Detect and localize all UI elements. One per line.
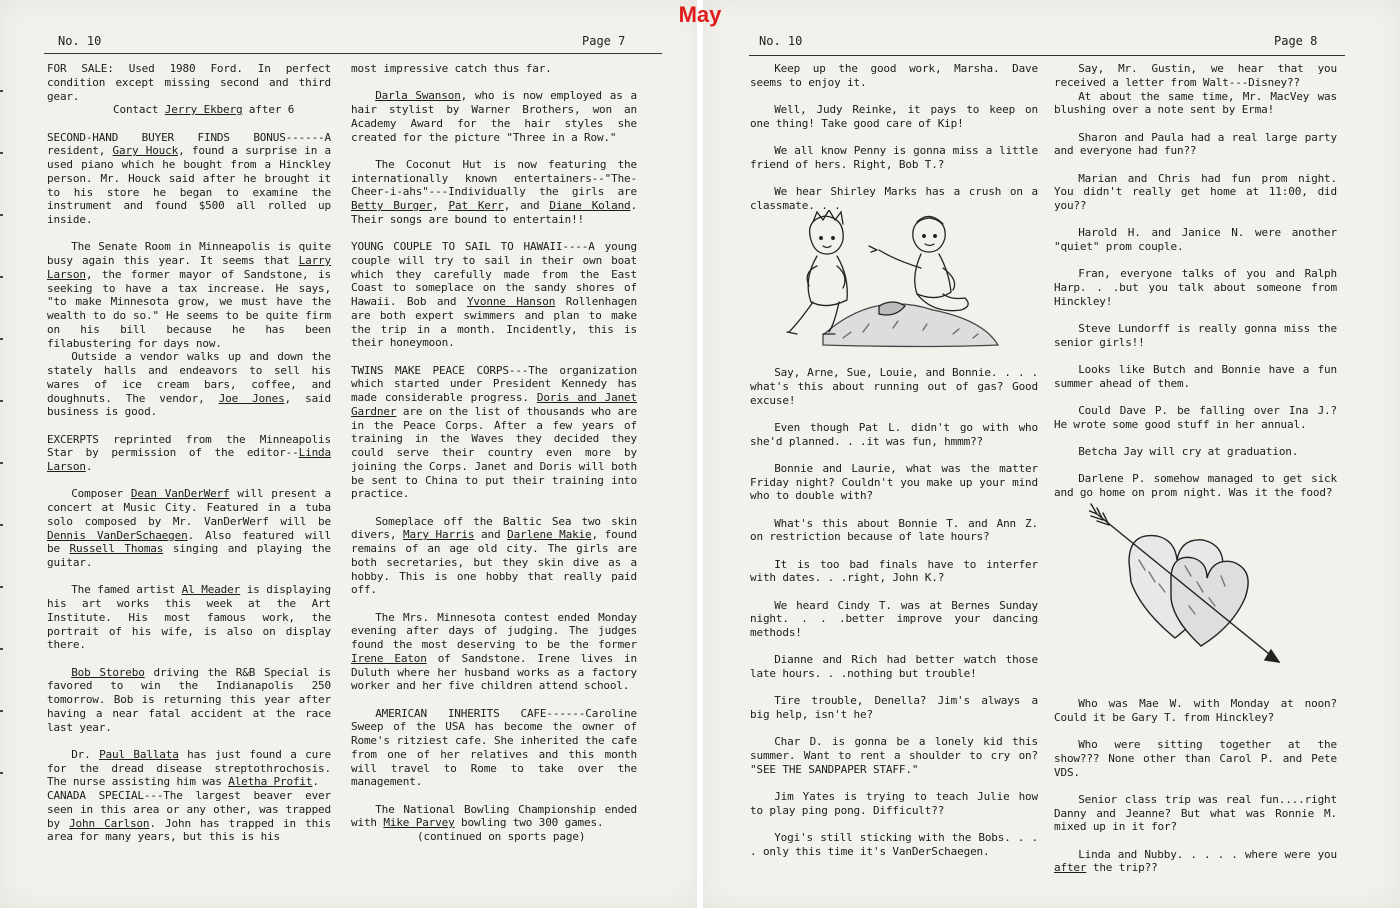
paragraph-text: Senior class trip was real fun....right Danny and Jeanne? But what was Ronnie M. mixed up in it for?: [1054, 792, 1337, 834]
paragraph-text: SECOND-HAND BUYER FINDS BONUS------A resident,: [47, 130, 331, 158]
article-column-2: [351, 62, 637, 857]
paragraph-text: Say, Mr. Gustin, we hear that you received a letter from Walt---Disney??: [1054, 62, 1337, 89]
underlined-name: Mike Parvey: [383, 816, 455, 830]
paragraph-text: , the former mayor of Sandstone, is seeking to have a tax increase. He says, "to make Minnesota grow, we must have the wealth to do so." He seems to be quite firm on his bill because he has been filabustering for days now.: [47, 267, 331, 350]
paragraph-text: Linda and Nubby. . . . . where were you: [1078, 847, 1337, 861]
article-paragraph: [1054, 738, 1337, 779]
paragraph-text: Could Dave P. be falling over Ina J.? He wrote some good stuff in her annual.: [1054, 404, 1337, 431]
article-paragraph: [1054, 697, 1337, 725]
underlined-name: Yvonne Hanson: [466, 295, 556, 308]
paragraph-text: Contact: [113, 103, 165, 117]
article-paragraph: [1054, 445, 1337, 459]
article-paragraph: [750, 103, 1038, 131]
paragraph-text: Outside a vendor walks up and down the stately halls and endeavors to sell his wares of ice cream bars, coffee, and doughnuts. The vendor,: [47, 350, 331, 405]
paragraph-text: Steve Lundorff is really gonna miss the senior girls!!: [1054, 322, 1337, 349]
header-rule-right: [749, 55, 1345, 56]
article-paragraph: [750, 62, 1038, 90]
underlined-name: Dean VanDerWerf: [130, 487, 230, 501]
paragraph-text: The National Bowling Championship ended with: [351, 802, 637, 830]
paragraph-text: What's this about Bonnie T. and Ann Z. on restriction because of late hours?: [750, 516, 1038, 544]
article-paragraph: [750, 462, 1038, 503]
paragraph-text: , found a surprise in a used piano which he bought from a Hinckley person. Mr. Houck said after he brought it to his store he began to examine the instrument and found $500 all rolled up inside.: [47, 144, 332, 226]
hearts-arrow-illustration: [1089, 502, 1289, 672]
article-paragraph: [1054, 90, 1337, 118]
paragraph-text: AMERICAN INHERITS CAFE------Caroline Sweep of the USA has become the owner of Rome's ritziest cafe. She inherited the cafe from one of her relatives and this month will travel to Rome to take over the management.: [351, 706, 637, 789]
paragraph-text: We heard Cindy T. was at Bernes Sunday night. . . .better improve your dancing methods!: [750, 598, 1038, 639]
article-paragraph: [1054, 404, 1337, 432]
paragraph-text: Dianne and Rich had better watch those late hours. . .nothing but trouble!: [750, 653, 1038, 680]
article-paragraph: [750, 517, 1038, 545]
article-column-1: [47, 62, 331, 858]
article-paragraph: [750, 144, 1038, 172]
paragraph-text: Fran, everyone talks of you and Ralph Harp. . .but you talk about someone from Hinckley!: [1054, 267, 1337, 308]
paragraph-text: Harold H. and Janice N. were another "quiet" prom couple.: [1054, 226, 1337, 253]
underlined-name: Darla Swanson: [375, 89, 461, 103]
paragraph-text: after 6: [242, 103, 295, 117]
article-paragraph: [351, 611, 637, 694]
page-8: [703, 0, 1400, 908]
paragraph-text: Looks like Butch and Bonnie have a fun summer ahead of them.: [1054, 363, 1337, 390]
article-paragraph: [1054, 793, 1337, 834]
article-paragraph: [1054, 226, 1337, 254]
paragraph-text: The Mrs. Minnesota contest ended Monday evening after days of judging. The judges found the most deserving to be the former: [351, 610, 637, 651]
paragraph-text: Even though Pat L. didn't go with who she'd planned. . .it was fun, hmmm??: [750, 420, 1038, 448]
paragraph-text: driving the R&B Special is favored to win the Indianapolis 250 tomorrow. Bob is returning this year after having a near fatal accident at the race last year.: [47, 665, 331, 734]
paragraph-text: . John has trapped in this area for many years, but this is his: [47, 816, 332, 844]
article-paragraph: [750, 558, 1038, 586]
article-paragraph: [750, 735, 1038, 776]
paragraph-text: (continued on sports page): [417, 830, 586, 843]
article-paragraph: [1054, 131, 1337, 159]
paragraph-text: . Their songs are bound to entertain!!: [351, 199, 638, 226]
page-number-right: Page 8: [1274, 34, 1318, 48]
article-paragraph: [750, 653, 1038, 681]
article-paragraph: [47, 789, 331, 844]
paragraph-text: is displaying his art works this week at the Art Institute. His most famous work, the portrait of his wife, is also on display there.: [47, 583, 331, 652]
couple-illustration: [783, 210, 1013, 350]
paragraph-text: Darlene P. somehow managed to get sick and go home on prom night. Was it the food?: [1054, 472, 1337, 499]
article-paragraph: [47, 131, 331, 227]
paragraph-text: We all know Penny is gonna miss a little friend of hers. Right, Bob T.?: [750, 144, 1038, 171]
article-paragraph: [351, 240, 637, 350]
article-paragraph: [351, 515, 637, 598]
paragraph-text: , and: [503, 199, 550, 212]
paragraph-text: has just found a cure for the dread disease streptothrochosis. The nurse assisting him was: [47, 747, 332, 789]
issue-number-right: No. 10: [759, 34, 803, 48]
underlined-name: Darlene Makie: [507, 528, 592, 542]
underlined-name: Aletha Profit: [228, 775, 313, 789]
article-paragraph: [351, 707, 637, 790]
article-paragraph: [47, 748, 331, 789]
paragraph-text: EXCERPTS reprinted from the Minneapolis Star by permission of the editor--: [47, 432, 331, 460]
paragraph-text: We hear Shirley Marks has a crush on a classmate. . .: [750, 185, 1038, 212]
paragraph-text: , said business is good.: [47, 391, 331, 419]
article-paragraph: [750, 366, 1038, 407]
article-paragraph: [750, 421, 1038, 449]
article-paragraph: [750, 694, 1038, 722]
paragraph-text: Char D. is gonna be a lonely kid this summer. Want to rent a shoulder to cry on? "SEE THE SANDPAPER STAFF.": [750, 735, 1038, 776]
article-paragraph: [1054, 848, 1337, 876]
sheet-month-label: May: [678, 2, 722, 27]
article-paragraph: [47, 103, 331, 117]
paragraph-text: are on the list of thousands who are in the Peace Corps. After a few years of training in the Waves they decided they could serve their country even more by joining the Corps. Janet and Doris will both be sent to China to put their training into practice.: [351, 404, 637, 501]
underlined-name: Doris and Janet Gardner: [351, 391, 638, 418]
article-paragraph: [351, 364, 637, 502]
article-paragraph: [750, 790, 1038, 818]
underlined-name: Mary Harris: [402, 528, 475, 542]
underlined-name: Russell Thomas: [69, 542, 164, 556]
paragraph-text: Who was Mae W. with Monday at noon? Could it be Gary T. from Hinckley?: [1054, 697, 1337, 724]
article-paragraph: [351, 89, 637, 144]
underlined-name: Bob Storebo: [71, 665, 145, 679]
paragraph-text: It is too bad finals have to interfer with dates. . .right, John K.?: [750, 557, 1038, 585]
underlined-name: Linda Larson: [47, 446, 331, 473]
paragraph-text: Well, Judy Reinke, it pays to keep on one thing! Take good care of Kip!: [750, 103, 1038, 130]
article-paragraph: [47, 62, 331, 103]
article-paragraph: [1054, 62, 1337, 90]
paragraph-text: Someplace off the Baltic Sea two skin divers,: [351, 514, 637, 542]
paragraph-text: Keep up the good work, Marsha. Dave seems to enjoy it.: [750, 62, 1038, 89]
paragraph-text: Dr.: [71, 747, 100, 761]
article-paragraph: [47, 666, 331, 735]
paragraph-text: . Also featured will be: [47, 528, 331, 556]
paragraph-text: Sharon and Paula had a real large party and everyone had fun??: [1054, 130, 1337, 158]
paragraph-text: , who is now employed as a hair stylist by Warner Brothers, won an Academy Award for the hair styles she created for the picture "Three in a Row.": [351, 89, 637, 144]
underlined-name: Gary Houck: [112, 144, 179, 158]
underlined-name: Larry Larson: [47, 254, 331, 281]
paragraph-text: Bonnie and Laurie, what was the matter Friday night? Couldn't you make up your mind who to double with?: [750, 461, 1038, 503]
article-paragraph: [1054, 267, 1337, 308]
paragraph-text: ,: [432, 199, 449, 212]
paragraph-text: .: [312, 775, 319, 789]
paragraph-text: The Senate Room in Minneapolis is quite busy again this year. It seems that: [47, 240, 331, 267]
gossip-column-2-top: [1054, 62, 1337, 513]
underlined-name: Betty Burger: [351, 199, 433, 212]
underlined-name: John Carlson: [69, 816, 150, 830]
page-number-left: Page 7: [582, 34, 626, 48]
gossip-column-1-bottom: [750, 366, 1038, 872]
paragraph-text: Say, Arne, Sue, Louie, and Bonnie. . . . what's this about running out of gas? Good excuse!: [750, 366, 1038, 407]
article-paragraph: [1054, 322, 1337, 350]
paragraph-text: At about the same time, Mr. MacVey was blushing over a note sent by Erma!: [1054, 89, 1337, 117]
underlined-name: Joe Jones: [218, 391, 285, 405]
underlined-name: Diane Koland: [549, 199, 631, 212]
article-paragraph: [351, 803, 637, 831]
binding-marks: [0, 90, 4, 850]
paragraph-text: Who were sitting together at the show??? None other than Carol P. and Pete VDS.: [1054, 738, 1337, 779]
article-paragraph: [750, 831, 1038, 859]
paragraph-text: Yogi's still sticking with the Bobs. . . . only this time it's VanDerSchaegen.: [750, 831, 1038, 858]
paragraph-text: Tire trouble, Denella? Jim's always a big help, isn't he?: [750, 694, 1038, 721]
gossip-column-1-top: [750, 62, 1038, 226]
underlined-name: Al Meader: [181, 583, 241, 597]
article-paragraph: [750, 185, 1038, 213]
paragraph-text: CANADA SPECIAL---The largest beaver ever seen in this area or any other, was trapped by: [47, 789, 331, 830]
underlined-name: Jerry Ekberg: [164, 103, 243, 117]
paragraph-text: of Sandstone. Irene lives in Duluth where her husband works as a factory worker and her five children attend school.: [351, 651, 637, 693]
article-paragraph: [351, 830, 637, 844]
paragraph-text: singing and playing the guitar.: [47, 542, 331, 569]
paragraph-text: The Coconut Hut is now featuring the internationally known entertainers--"The-Cheer-i-ahs"---Individually the girls are: [351, 157, 637, 199]
paragraph-text: Composer: [71, 487, 131, 501]
paragraph-text: FOR SALE: Used 1980 Ford. In perfect condition except missing second and third gear.: [47, 62, 331, 103]
article-paragraph: [47, 350, 331, 419]
article-paragraph: [351, 62, 637, 76]
paragraph-text: will present a concert at Music City. Featured in a tuba solo composed by Mr. VanDerWerf will be: [47, 487, 331, 528]
article-paragraph: [47, 487, 331, 570]
paragraph-text: bowling two 300 games.: [454, 816, 604, 830]
paragraph-text: The famed artist: [71, 583, 182, 597]
article-paragraph: [351, 158, 637, 227]
issue-number-left: No. 10: [58, 34, 102, 48]
paragraph-text: and: [474, 528, 508, 542]
article-paragraph: [1054, 363, 1337, 391]
article-paragraph: [47, 583, 331, 652]
gossip-column-2-bottom: [1054, 697, 1337, 889]
article-paragraph: [1054, 172, 1337, 213]
underlined-name: Irene Eaton: [351, 651, 427, 665]
paragraph-text: Rollenhagen are both expert swimmers and plan to make the trip in a month. Incidently, this is their honeymoon.: [351, 295, 637, 350]
paragraph-text: YOUNG COUPLE TO SAIL TO HAWAII----A young couple will try to sail in their own boat which they carefully made from the East Coast to someplace on the sandy shores of Hawaii. Bob and: [351, 240, 637, 308]
header-rule-left: [44, 53, 662, 54]
paragraph-text: the trip??: [1086, 861, 1158, 875]
underlined-name: after: [1054, 861, 1087, 875]
paragraph-text: Marian and Chris had fun prom night. You didn't really get home at 11:00, did you??: [1054, 171, 1337, 212]
underlined-name: Paul Ballata: [99, 747, 179, 761]
paragraph-text: .: [85, 460, 93, 473]
paragraph-text: Jim Yates is trying to teach Julie how to play ping pong. Difficult??: [750, 790, 1038, 817]
article-paragraph: [1054, 472, 1337, 500]
underlined-name: Dennis VanDerSchaegen: [47, 528, 188, 542]
article-paragraph: [750, 599, 1038, 640]
paragraph-text: , found remains of an age old city. The girls are both secretaries, but they skin dive as a hobby. This is one hobby that really paid off.: [351, 528, 638, 597]
article-paragraph: [47, 240, 331, 350]
article-paragraph: [47, 433, 331, 474]
paragraph-text: Betcha Jay will cry at graduation.: [1078, 445, 1299, 458]
paragraph-text: TWINS MAKE PEACE CORPS---The organization which started under President Kennedy has made considerable progress.: [351, 363, 637, 404]
underlined-name: Pat Kerr: [448, 199, 504, 212]
paragraph-text: most impressive catch thus far.: [351, 62, 552, 75]
